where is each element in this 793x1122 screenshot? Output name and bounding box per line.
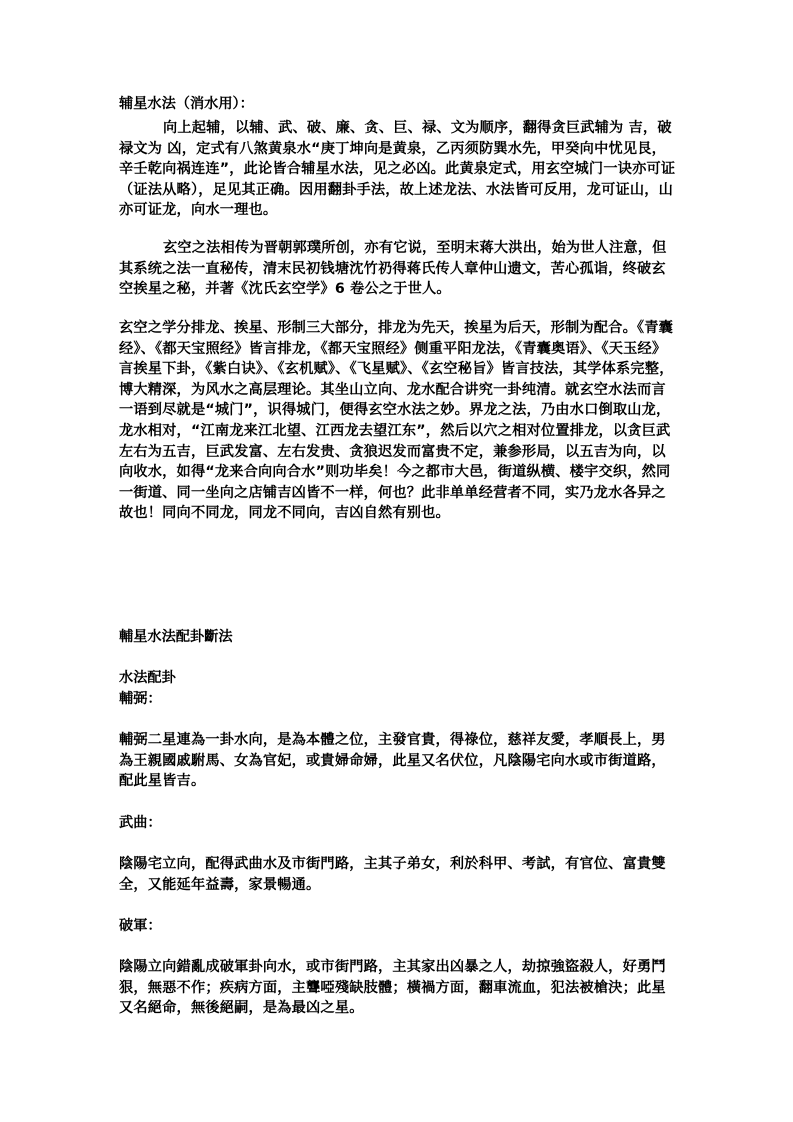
paragraph-xuankong-history: 玄空之法相传为晋朝郭璞所创，亦有它说，至明末蒋大洪出，始为世人注意，但其系统之法一直秘传，清末民初钱塘沈竹礽得蒋氏传人章仲山遗文，苦心孤诣，终破玄空挨星之秘，并著《沈氏玄空学》6 卷公之于世人。 — [119, 240, 667, 298]
paragraph-wuqu: 陰陽宅立向，配得武曲水及市街門路，主其子弟女，利於科甲、考試，有官位、富貴雙全，又能延年益壽，家景暢通。 — [119, 856, 666, 893]
label-wuqu: 武曲： — [119, 815, 162, 831]
label-pojun: 破軍： — [119, 918, 162, 934]
paragraph-xuankong-theory: 玄空之学分排龙、挨星、形制三大部分，排龙为先天，挨星为后天，形制为配合。《青囊经》、《都天宝照经》皆言排龙，《都天宝照经》侧重平阳龙法，《青囊奥语》、《天玉经》言挨星下卦，《紫白诀》、《玄机赋》、《飞星赋》、《玄空秘旨》皆言技法，其学体系完整，博大精深，为风水之高层理论。其坐山立向、龙水配合讲究一卦纯清。就玄空水法而言一语到尽就是“城门”，识得城门，便得玄空水法之妙。界龙之法，乃由水口倒取山龙，龙水相对，“江南龙来江北望、江西龙去望江东”，然后以穴之相对位置排龙，以贪巨武左右为五吉，巨武发富、左右发贵、贪狼迟发而富贵不定，兼参形局，以五吉为向，以向收水，如得“龙来合向向合水”则功毕矣！今之都市大邑，街道纵横、楼宇交织，然同一街道、同一坐向之店铺吉凶皆不一样，何也？此非单单经营者不同，实乃龙水各异之故也！同向不同龙，同龙不同向，吉凶自然有别也。 — [119, 320, 674, 522]
section-title-fuxing-shuifa: 辅星水法（消水用）： — [119, 96, 254, 112]
subsection-title-shuifa-peigua: 水法配卦 — [119, 670, 176, 686]
label-fubi: 輔弼： — [119, 691, 162, 707]
paragraph-fuxing-intro: 向上起辅，以辅、武、破、廉、贪、巨、禄、文为顺序，翻得贪巨武辅为 吉，破禄文为 凶，定式有八煞黄泉水“庚丁坤向是黄泉，乙丙须防巽水先，甲癸向中忧见艮，辛壬乾向祸连连”，此论皆合辅星水法，见之必凶。此黄泉定式，用玄空城门一诀亦可证（证法从略），足见其正确。因用翻卦手法，故上述龙法、水法皆可反用，龙可证山，山亦可证龙，向水一理也。 — [119, 120, 676, 219]
section-title-peigua: 輔星水法配卦斷法 — [119, 629, 233, 645]
paragraph-fubi: 輔弼二星連為一卦水向，是為本體之位，主發官貴，得祿位，慈祥友愛，孝順長上，男為王親國戚駙馬、女為官妃，或貴婦命婦，此星又名伏位，凡陰陽宅向水或市街道路，配此星皆吉。 — [119, 732, 666, 790]
paragraph-pojun: 陰陽立向錯亂成破軍卦向水，或市街門路，主其家出凶暴之人，劫掠強盜殺人，好勇鬥狠，無惡不作；疾病方面，主聾啞殘缺肢體；橫禍方面，翻車流血，犯法被槍決；此星又名絕命，無後絕嗣，是為最凶之星。 — [119, 959, 666, 1017]
